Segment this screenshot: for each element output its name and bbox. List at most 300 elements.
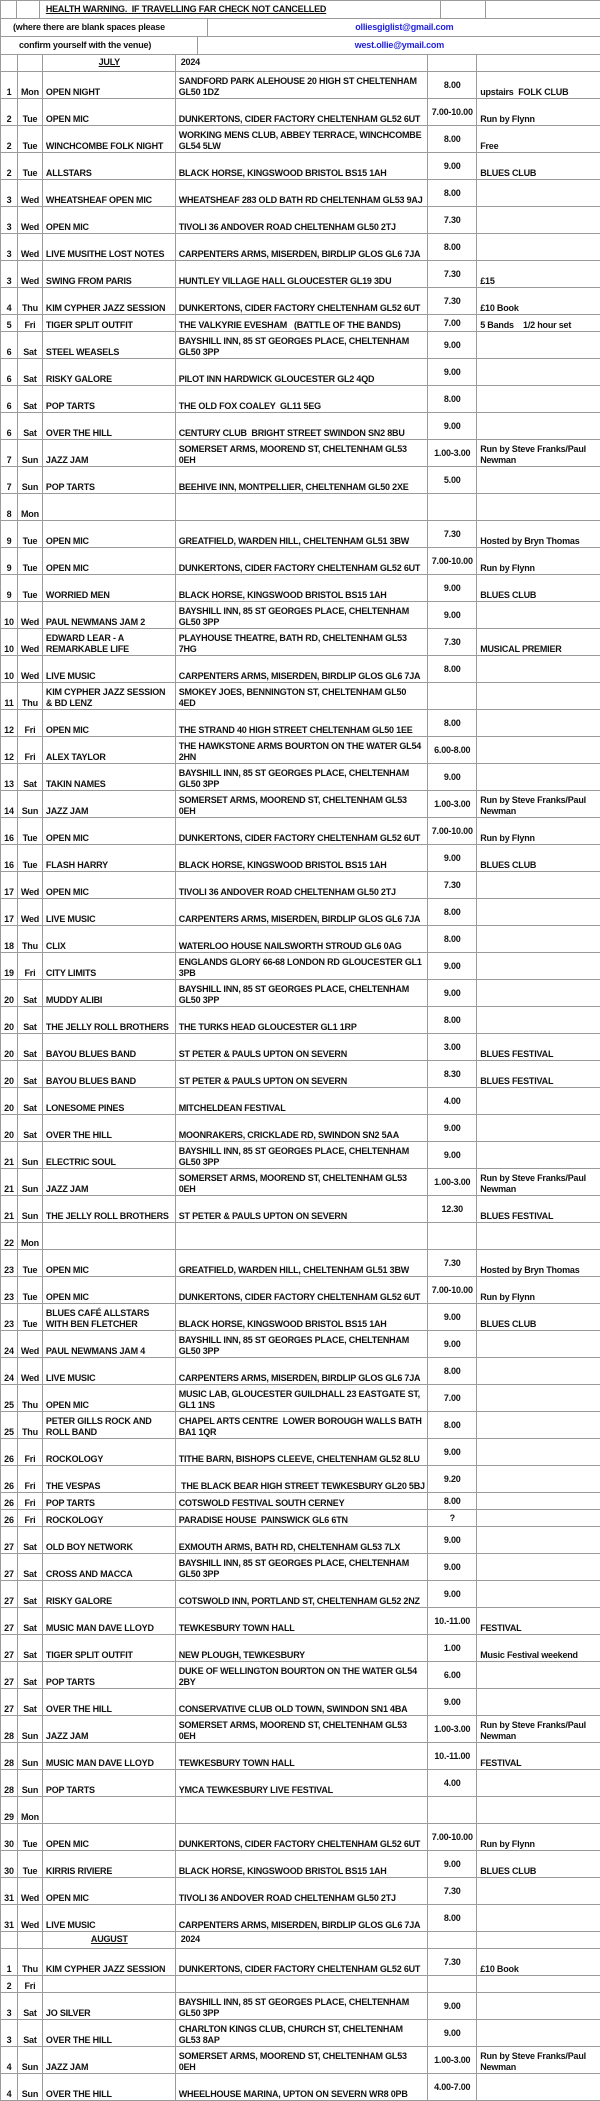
event-cell: FLASH HARRY	[43, 845, 176, 871]
venue-cell: PARADISE HOUSE PAINSWICK GL6 6TN	[176, 1510, 429, 1526]
time-cell: 7.30	[428, 207, 477, 233]
gig-row	[1, 1061, 600, 1088]
time-cell: 9.00	[428, 332, 477, 358]
notes-cell	[477, 899, 600, 925]
notes-cell: MUSICAL PREMIER	[480, 643, 562, 654]
time-cell: 7.30	[428, 872, 477, 898]
venue-cell: BLACK HORSE, KINGSWOOD BRISTOL BS15 1AH	[176, 1304, 429, 1330]
time-cell: 9.00	[428, 1439, 477, 1465]
day-cell: 26	[1, 1466, 18, 1492]
venue-cell: BAYSHILL INN, 85 ST GEORGES PLACE, CHELTENHAM GL50 3PP	[176, 1331, 429, 1357]
time-cell: 7.00-10.00	[428, 818, 477, 844]
dow-cell: Mon	[18, 494, 43, 520]
day-cell: 10	[1, 656, 18, 682]
notes-cell: 5 Bands 1/2 hour set	[480, 319, 572, 330]
dow-cell: Sun	[18, 791, 43, 817]
notes-cell	[477, 1439, 600, 1465]
time-cell: 4.00	[428, 1770, 477, 1796]
dow-cell: Sat	[18, 1635, 43, 1661]
event-cell: OVER THE HILL	[43, 2074, 176, 2100]
day-cell: 3	[1, 207, 18, 233]
event-cell: KIRRIS RIVIERE	[43, 1851, 176, 1877]
time-cell: 9.00	[428, 575, 477, 601]
gig-row	[1, 1976, 600, 1993]
notes-cell	[477, 2020, 600, 2046]
notes-cell: BLUES FESTIVAL	[480, 1048, 554, 1059]
venue-cell: GREATFIELD, WARDEN HILL, CHELTENHAM GL51 3BW	[176, 521, 429, 547]
day-cell: 27	[1, 1662, 18, 1688]
venue-cell: CONSERVATIVE CLUB OLD TOWN, SWINDON SN1 4BA	[176, 1689, 429, 1715]
notes-cell	[477, 953, 600, 979]
notes-cell	[477, 1662, 600, 1688]
time-cell: 9.00	[428, 1993, 477, 2019]
event-cell: RISKY GALORE	[43, 359, 176, 385]
event-cell: JAZZ JAM	[43, 1716, 176, 1742]
notes-cell	[477, 1466, 600, 1492]
venue-cell	[176, 1976, 429, 1992]
gig-table-body	[1, 55, 600, 2101]
dow-cell: Wed	[18, 629, 43, 655]
gig-row	[1, 1277, 600, 1304]
venue-cell: SOMERSET ARMS, MOOREND ST, CHELTENHAM GL53 0EH	[176, 1716, 429, 1742]
dow-cell: Wed	[18, 207, 43, 233]
notes-cell: FESTIVAL	[480, 1622, 522, 1633]
warning-row-spacer-4	[486, 1, 600, 18]
venue-cell: ST PETER & PAULS UPTON ON SEVERN	[176, 1034, 429, 1060]
time-cell: 8.00	[428, 386, 477, 412]
gig-row	[1, 1743, 600, 1770]
venue-cell: BAYSHILL INN, 85 ST GEORGES PLACE, CHELTENHAM GL50 3PP	[176, 1142, 429, 1168]
event-cell: THE JELLY ROLL BROTHERS	[43, 1196, 176, 1222]
event-cell: PAUL NEWMANS JAM 4	[43, 1331, 176, 1357]
dow-cell: Wed	[18, 261, 43, 287]
day-cell: 8	[1, 494, 18, 520]
dow-cell: Sat	[18, 1088, 43, 1114]
dow-cell: Tue	[18, 845, 43, 871]
venue-cell: SMOKEY JOES, BENNINGTON ST, CHELTENHAM GL50 4ED	[176, 683, 429, 709]
day-cell: 10	[1, 629, 18, 655]
day-cell: 3	[1, 180, 18, 206]
event-cell: LIVE MUSIC	[43, 899, 176, 925]
notes-cell	[477, 1493, 600, 1509]
gig-row	[1, 1250, 600, 1277]
time-cell: 8.00	[428, 710, 477, 736]
notes-cell: £10 Book	[480, 1963, 519, 1974]
time-cell: 7.30	[428, 1878, 477, 1904]
notes-cell	[477, 1007, 600, 1033]
venue-cell	[176, 1797, 429, 1823]
time-cell: 6.00-8.00	[428, 737, 477, 763]
gig-row	[1, 2047, 600, 2074]
dow-cell: Sat	[18, 2020, 43, 2046]
day-cell: 16	[1, 818, 18, 844]
venue-cell: BAYSHILL INN, 85 ST GEORGES PLACE, CHELTENHAM GL50 3PP	[176, 332, 429, 358]
dow-cell: Thu	[18, 683, 43, 709]
day-cell: 26	[1, 1493, 18, 1509]
dow-cell: Fri	[18, 1493, 43, 1509]
notes-cell: upstairs FOLK CLUB	[480, 86, 569, 97]
day-cell: 12	[1, 710, 18, 736]
venue-cell: EXMOUTH ARMS, BATH RD, CHELTENHAM GL53 7LX	[176, 1527, 429, 1553]
notes-cell: Music Festival weekend	[480, 1649, 578, 1660]
time-cell: 8.00	[428, 1007, 477, 1033]
event-cell: WINCHCOMBE FOLK NIGHT	[43, 126, 176, 152]
notes-cell: BLUES CLUB	[480, 859, 537, 870]
dow-cell: Sat	[18, 1007, 43, 1033]
dow-cell: Wed	[18, 602, 43, 628]
month-row-spacer-4	[477, 55, 600, 71]
event-cell: OPEN MIC	[43, 710, 176, 736]
day-cell: 2	[1, 153, 18, 179]
time-cell: 1.00	[428, 1635, 477, 1661]
time-cell: 8.00	[428, 899, 477, 925]
dow-cell: Thu	[18, 1949, 43, 1975]
venue-cell: WHEELHOUSE MARINA, UPTON ON SEVERN WR8 0PB	[176, 2074, 429, 2100]
month-row-spacer-2	[18, 55, 43, 71]
notes-cell: BLUES CLUB	[480, 589, 537, 600]
health-warning-text: HEALTH WARNING. IF TRAVELLING FAR CHECK NOT CANCELLED	[45, 3, 327, 14]
event-cell: BAYOU BLUES BAND	[43, 1061, 176, 1087]
notes-cell	[477, 1689, 600, 1715]
venue-cell: MUSIC LAB, GLOUCESTER GUILDHALL 23 EASTGATE ST, GL1 1NS	[176, 1385, 429, 1411]
dow-cell: Mon	[18, 1223, 43, 1249]
event-cell: OPEN MIC	[43, 1385, 176, 1411]
event-cell	[43, 1976, 176, 1992]
event-cell: OPEN MIC	[43, 207, 176, 233]
time-cell	[428, 1797, 477, 1823]
gig-row	[1, 207, 600, 234]
event-cell: KIM CYPHER JAZZ SESSION & BD LENZ	[43, 683, 176, 709]
gig-row	[1, 1770, 600, 1797]
day-cell: 27	[1, 1689, 18, 1715]
notes-cell	[477, 494, 600, 520]
day-cell: 4	[1, 2074, 18, 2100]
day-cell: 21	[1, 1142, 18, 1168]
venue-cell: WATERLOO HOUSE NAILSWORTH STROUD GL6 0AG	[176, 926, 429, 952]
dow-cell: Wed	[18, 656, 43, 682]
day-cell: 6	[1, 332, 18, 358]
day-cell: 27	[1, 1635, 18, 1661]
day-cell: 3	[1, 2020, 18, 2046]
notes-cell	[477, 710, 600, 736]
venue-cell: THE HAWKSTONE ARMS BOURTON ON THE WATER GL54 2HN	[176, 737, 429, 763]
dow-cell: Fri	[18, 710, 43, 736]
time-cell: 1.00-3.00	[428, 2047, 477, 2073]
venue-cell: MOONRAKERS, CRICKLADE RD, SWINDON SN2 5AA	[176, 1115, 429, 1141]
day-cell: 16	[1, 845, 18, 871]
event-cell: CLIX	[43, 926, 176, 952]
dow-cell: Sat	[18, 386, 43, 412]
venue-cell: HUNTLEY VILLAGE HALL GLOUCESTER GL19 3DU	[176, 261, 429, 287]
event-cell: OVER THE HILL	[43, 1689, 176, 1715]
venue-cell: TITHE BARN, BISHOPS CLEEVE, CHELTENHAM GL52 8LU	[176, 1439, 429, 1465]
day-cell: 24	[1, 1358, 18, 1384]
venue-cell: THE STRAND 40 HIGH STREET CHELTENHAM GL50 1EE	[176, 710, 429, 736]
venue-cell: THE VALKYRIE EVESHAM (BATTLE OF THE BANDS)	[176, 315, 429, 331]
dow-cell: Tue	[18, 1824, 43, 1850]
time-cell: ?	[428, 1510, 477, 1526]
notes-cell: BLUES CLUB	[480, 1865, 537, 1876]
notes-cell: Run by Steve Franks/Paul Newman	[480, 1720, 589, 1741]
gig-row	[1, 1662, 600, 1689]
event-cell: POP TARTS	[43, 386, 176, 412]
gig-row	[1, 467, 600, 494]
event-cell: ROCKOLOGY	[43, 1439, 176, 1465]
notes-cell	[477, 1527, 600, 1553]
dow-cell: Sun	[18, 1716, 43, 1742]
dow-cell: Wed	[18, 899, 43, 925]
note-line2-cell	[1, 37, 198, 54]
event-cell: ELECTRIC SOUL	[43, 1142, 176, 1168]
time-cell: 4.00-7.00	[428, 2074, 477, 2100]
venue-cell: PILOT INN HARDWICK GLOUCESTER GL2 4QD	[176, 359, 429, 385]
event-cell: OPEN MIC	[43, 1824, 176, 1850]
notes-cell: BLUES CLUB	[480, 1318, 537, 1329]
email-address-1: olliesgiglist@gmail.com	[355, 21, 454, 32]
time-cell: 12.30	[428, 1196, 477, 1222]
gig-row	[1, 153, 600, 180]
time-cell: 9.00	[428, 980, 477, 1006]
notes-cell	[477, 1115, 600, 1141]
gig-row	[1, 440, 600, 467]
venue-cell: TIVOLI 36 ANDOVER ROAD CHELTENHAM GL50 2TJ	[176, 207, 429, 233]
day-cell: 9	[1, 521, 18, 547]
day-cell: 27	[1, 1554, 18, 1580]
day-cell: 21	[1, 1196, 18, 1222]
time-cell: 1.00-3.00	[428, 791, 477, 817]
month-row-spacer-1	[1, 55, 18, 71]
time-cell: 1.00-3.00	[428, 1716, 477, 1742]
day-cell: 23	[1, 1250, 18, 1276]
notes-cell: FESTIVAL	[480, 1757, 522, 1768]
venue-cell: BLACK HORSE, KINGSWOOD BRISTOL BS15 1AH	[176, 575, 429, 601]
day-cell: 6	[1, 386, 18, 412]
event-cell: MUSIC MAN DAVE LLOYD	[43, 1743, 176, 1769]
dow-cell: Sat	[18, 980, 43, 1006]
day-cell: 11	[1, 683, 18, 709]
dow-cell: Wed	[18, 1905, 43, 1931]
gig-row	[1, 1169, 600, 1196]
day-cell: 25	[1, 1412, 18, 1438]
time-cell: 8.00	[428, 1358, 477, 1384]
notes-cell	[477, 180, 600, 206]
warning-row-spacer-1	[1, 1, 17, 18]
event-cell: BAYOU BLUES BAND	[43, 1034, 176, 1060]
time-cell: 1.00-3.00	[428, 1169, 477, 1195]
dow-cell: Sat	[18, 1554, 43, 1580]
dow-cell: Wed	[18, 1331, 43, 1357]
gig-row	[1, 683, 600, 710]
gig-row	[1, 1007, 600, 1034]
gig-row	[1, 180, 600, 207]
time-cell: 7.00-10.00	[428, 99, 477, 125]
gig-row	[1, 1510, 600, 1527]
time-cell: 9.00	[428, 1115, 477, 1141]
notes-cell	[477, 359, 600, 385]
notes-cell	[477, 386, 600, 412]
time-cell: 9.00	[428, 153, 477, 179]
dow-cell: Wed	[18, 1878, 43, 1904]
notes-cell	[477, 1770, 600, 1796]
event-cell: MUSIC MAN DAVE LLOYD	[43, 1608, 176, 1634]
time-cell	[428, 494, 477, 520]
venue-cell: CARPENTERS ARMS, MISERDEN, BIRDLIP GLOS GL6 7JA	[176, 1905, 429, 1931]
notes-cell	[477, 764, 600, 790]
time-cell: 8.00	[428, 72, 477, 98]
time-cell: 9.00	[428, 1331, 477, 1357]
gig-row	[1, 845, 600, 872]
dow-cell: Mon	[18, 72, 43, 98]
event-cell: PETER GILLS ROCK AND ROLL BAND	[43, 1412, 176, 1438]
time-cell: 10.-11.00	[428, 1743, 477, 1769]
day-cell: 9	[1, 575, 18, 601]
event-cell: JO SILVER	[43, 1993, 176, 2019]
gig-row	[1, 872, 600, 899]
gig-row	[1, 1824, 600, 1851]
gig-row	[1, 791, 600, 818]
event-cell: OPEN NIGHT	[43, 72, 176, 98]
gig-row	[1, 494, 600, 521]
notes-cell: Run by Flynn	[480, 113, 535, 124]
day-cell: 20	[1, 1115, 18, 1141]
event-cell: WHEATSHEAF OPEN MIC	[43, 180, 176, 206]
venue-cell: TIVOLI 36 ANDOVER ROAD CHELTENHAM GL50 2TJ	[176, 1878, 429, 1904]
event-cell: TIGER SPLIT OUTFIT	[43, 1635, 176, 1661]
notes-cell	[477, 980, 600, 1006]
time-cell: 8.00	[428, 656, 477, 682]
notes-cell	[477, 2074, 600, 2100]
event-cell: LIVE MUSIC	[43, 656, 176, 682]
gig-row	[1, 1088, 600, 1115]
venue-cell: NEW PLOUGH, TEWKESBURY	[176, 1635, 429, 1661]
gig-row	[1, 1716, 600, 1743]
day-cell: 6	[1, 359, 18, 385]
venue-cell: GREATFIELD, WARDEN HILL, CHELTENHAM GL51 3BW	[176, 1250, 429, 1276]
gig-row	[1, 386, 600, 413]
event-cell	[43, 494, 176, 520]
day-cell: 4	[1, 2047, 18, 2073]
gig-row	[1, 1358, 600, 1385]
event-cell: SWING FROM PARIS	[43, 261, 176, 287]
time-cell: 9.20	[428, 1466, 477, 1492]
time-cell: 7.30	[428, 288, 477, 314]
day-cell: 17	[1, 899, 18, 925]
event-cell: CROSS AND MACCA	[43, 1554, 176, 1580]
dow-cell: Wed	[18, 234, 43, 260]
gig-row	[1, 629, 600, 656]
day-cell: 4	[1, 288, 18, 314]
venue-cell: SANDFORD PARK ALEHOUSE 20 HIGH ST CHELTENHAM GL50 1DZ	[176, 72, 429, 98]
notes-cell: £10 Book	[480, 302, 519, 313]
gig-row	[1, 656, 600, 683]
gig-row	[1, 2074, 600, 2101]
time-cell: 9.00	[428, 413, 477, 439]
gig-row	[1, 1949, 600, 1976]
notes-cell	[477, 1088, 600, 1114]
venue-cell: CARPENTERS ARMS, MISERDEN, BIRDLIP GLOS GL6 7JA	[176, 899, 429, 925]
dow-cell: Sun	[18, 1196, 43, 1222]
gig-row	[1, 72, 600, 99]
time-cell: 8.00	[428, 926, 477, 952]
notes-cell	[477, 413, 600, 439]
event-cell: JAZZ JAM	[43, 1169, 176, 1195]
month-row-spacer-3	[428, 1932, 477, 1948]
event-cell: OVER THE HILL	[43, 413, 176, 439]
venue-cell: BAYSHILL INN, 85 ST GEORGES PLACE, CHELTENHAM GL50 3PP	[176, 980, 429, 1006]
time-cell: 6.00	[428, 1662, 477, 1688]
dow-cell: Sun	[18, 440, 43, 466]
event-cell	[43, 1223, 176, 1249]
dow-cell: Mon	[18, 1797, 43, 1823]
time-cell: 5.00	[428, 467, 477, 493]
day-cell: 9	[1, 548, 18, 574]
event-cell: THE JELLY ROLL BROTHERS	[43, 1007, 176, 1033]
month-cell	[43, 55, 176, 71]
notes-cell: Run by Flynn	[480, 832, 535, 843]
event-cell: OVER THE HILL	[43, 1115, 176, 1141]
event-cell: LIVE MUSIC	[43, 1358, 176, 1384]
venue-cell: DUNKERTONS, CIDER FACTORY CHELTENHAM GL52 6UT	[176, 548, 429, 574]
warning-row-spacer-3	[441, 1, 486, 18]
time-cell: 9.00	[428, 1581, 477, 1607]
gig-row	[1, 1223, 600, 1250]
event-cell: STEEL WEASELS	[43, 332, 176, 358]
notes-cell	[477, 467, 600, 493]
event-cell: THE VESPAS	[43, 1466, 176, 1492]
venue-cell: BAYSHILL INN, 85 ST GEORGES PLACE, CHELTENHAM GL50 3PP	[176, 764, 429, 790]
day-cell: 27	[1, 1527, 18, 1553]
dow-cell: Tue	[18, 1250, 43, 1276]
gig-row	[1, 710, 600, 737]
dow-cell: Wed	[18, 1358, 43, 1384]
time-cell: 8.30	[428, 1061, 477, 1087]
gig-row	[1, 1527, 600, 1554]
gig-row	[1, 315, 600, 332]
day-cell: 23	[1, 1277, 18, 1303]
notes-cell	[477, 1510, 600, 1526]
dow-cell: Sat	[18, 1581, 43, 1607]
gig-row	[1, 521, 600, 548]
time-cell: 8.00	[428, 1905, 477, 1931]
warning-row-spacer-2	[17, 1, 40, 18]
day-cell: 20	[1, 1034, 18, 1060]
time-cell: 1.00-3.00	[428, 440, 477, 466]
time-cell: 9.00	[428, 1527, 477, 1553]
venue-cell: BEEHIVE INN, MONTPELLIER, CHELTENHAM GL50 2XE	[176, 467, 429, 493]
notes-cell	[477, 683, 600, 709]
venue-cell: THE OLD FOX COALEY GL11 5EG	[176, 386, 429, 412]
month-label: AUGUST	[90, 1934, 128, 1945]
venue-cell: CARPENTERS ARMS, MISERDEN, BIRDLIP GLOS GL6 7JA	[176, 1358, 429, 1384]
time-cell: 9.00	[428, 1304, 477, 1330]
venue-cell: BAYSHILL INN, 85 ST GEORGES PLACE, CHELTENHAM GL50 3PP	[176, 1554, 429, 1580]
time-cell: 8.00	[428, 180, 477, 206]
notes-cell: BLUES FESTIVAL	[480, 1210, 554, 1221]
day-cell: 20	[1, 980, 18, 1006]
time-cell: 7.30	[428, 629, 477, 655]
time-cell: 9.00	[428, 1554, 477, 1580]
venue-cell: CARPENTERS ARMS, MISERDEN, BIRDLIP GLOS GL6 7JA	[176, 234, 429, 260]
gig-row	[1, 1115, 600, 1142]
time-cell: 7.30	[428, 521, 477, 547]
gig-row	[1, 953, 600, 980]
gig-row	[1, 926, 600, 953]
event-cell: LONESOME PINES	[43, 1088, 176, 1114]
time-cell: 7.00-10.00	[428, 1277, 477, 1303]
time-cell	[428, 1223, 477, 1249]
event-cell: OPEN MIC	[43, 521, 176, 547]
day-cell: 2	[1, 126, 18, 152]
